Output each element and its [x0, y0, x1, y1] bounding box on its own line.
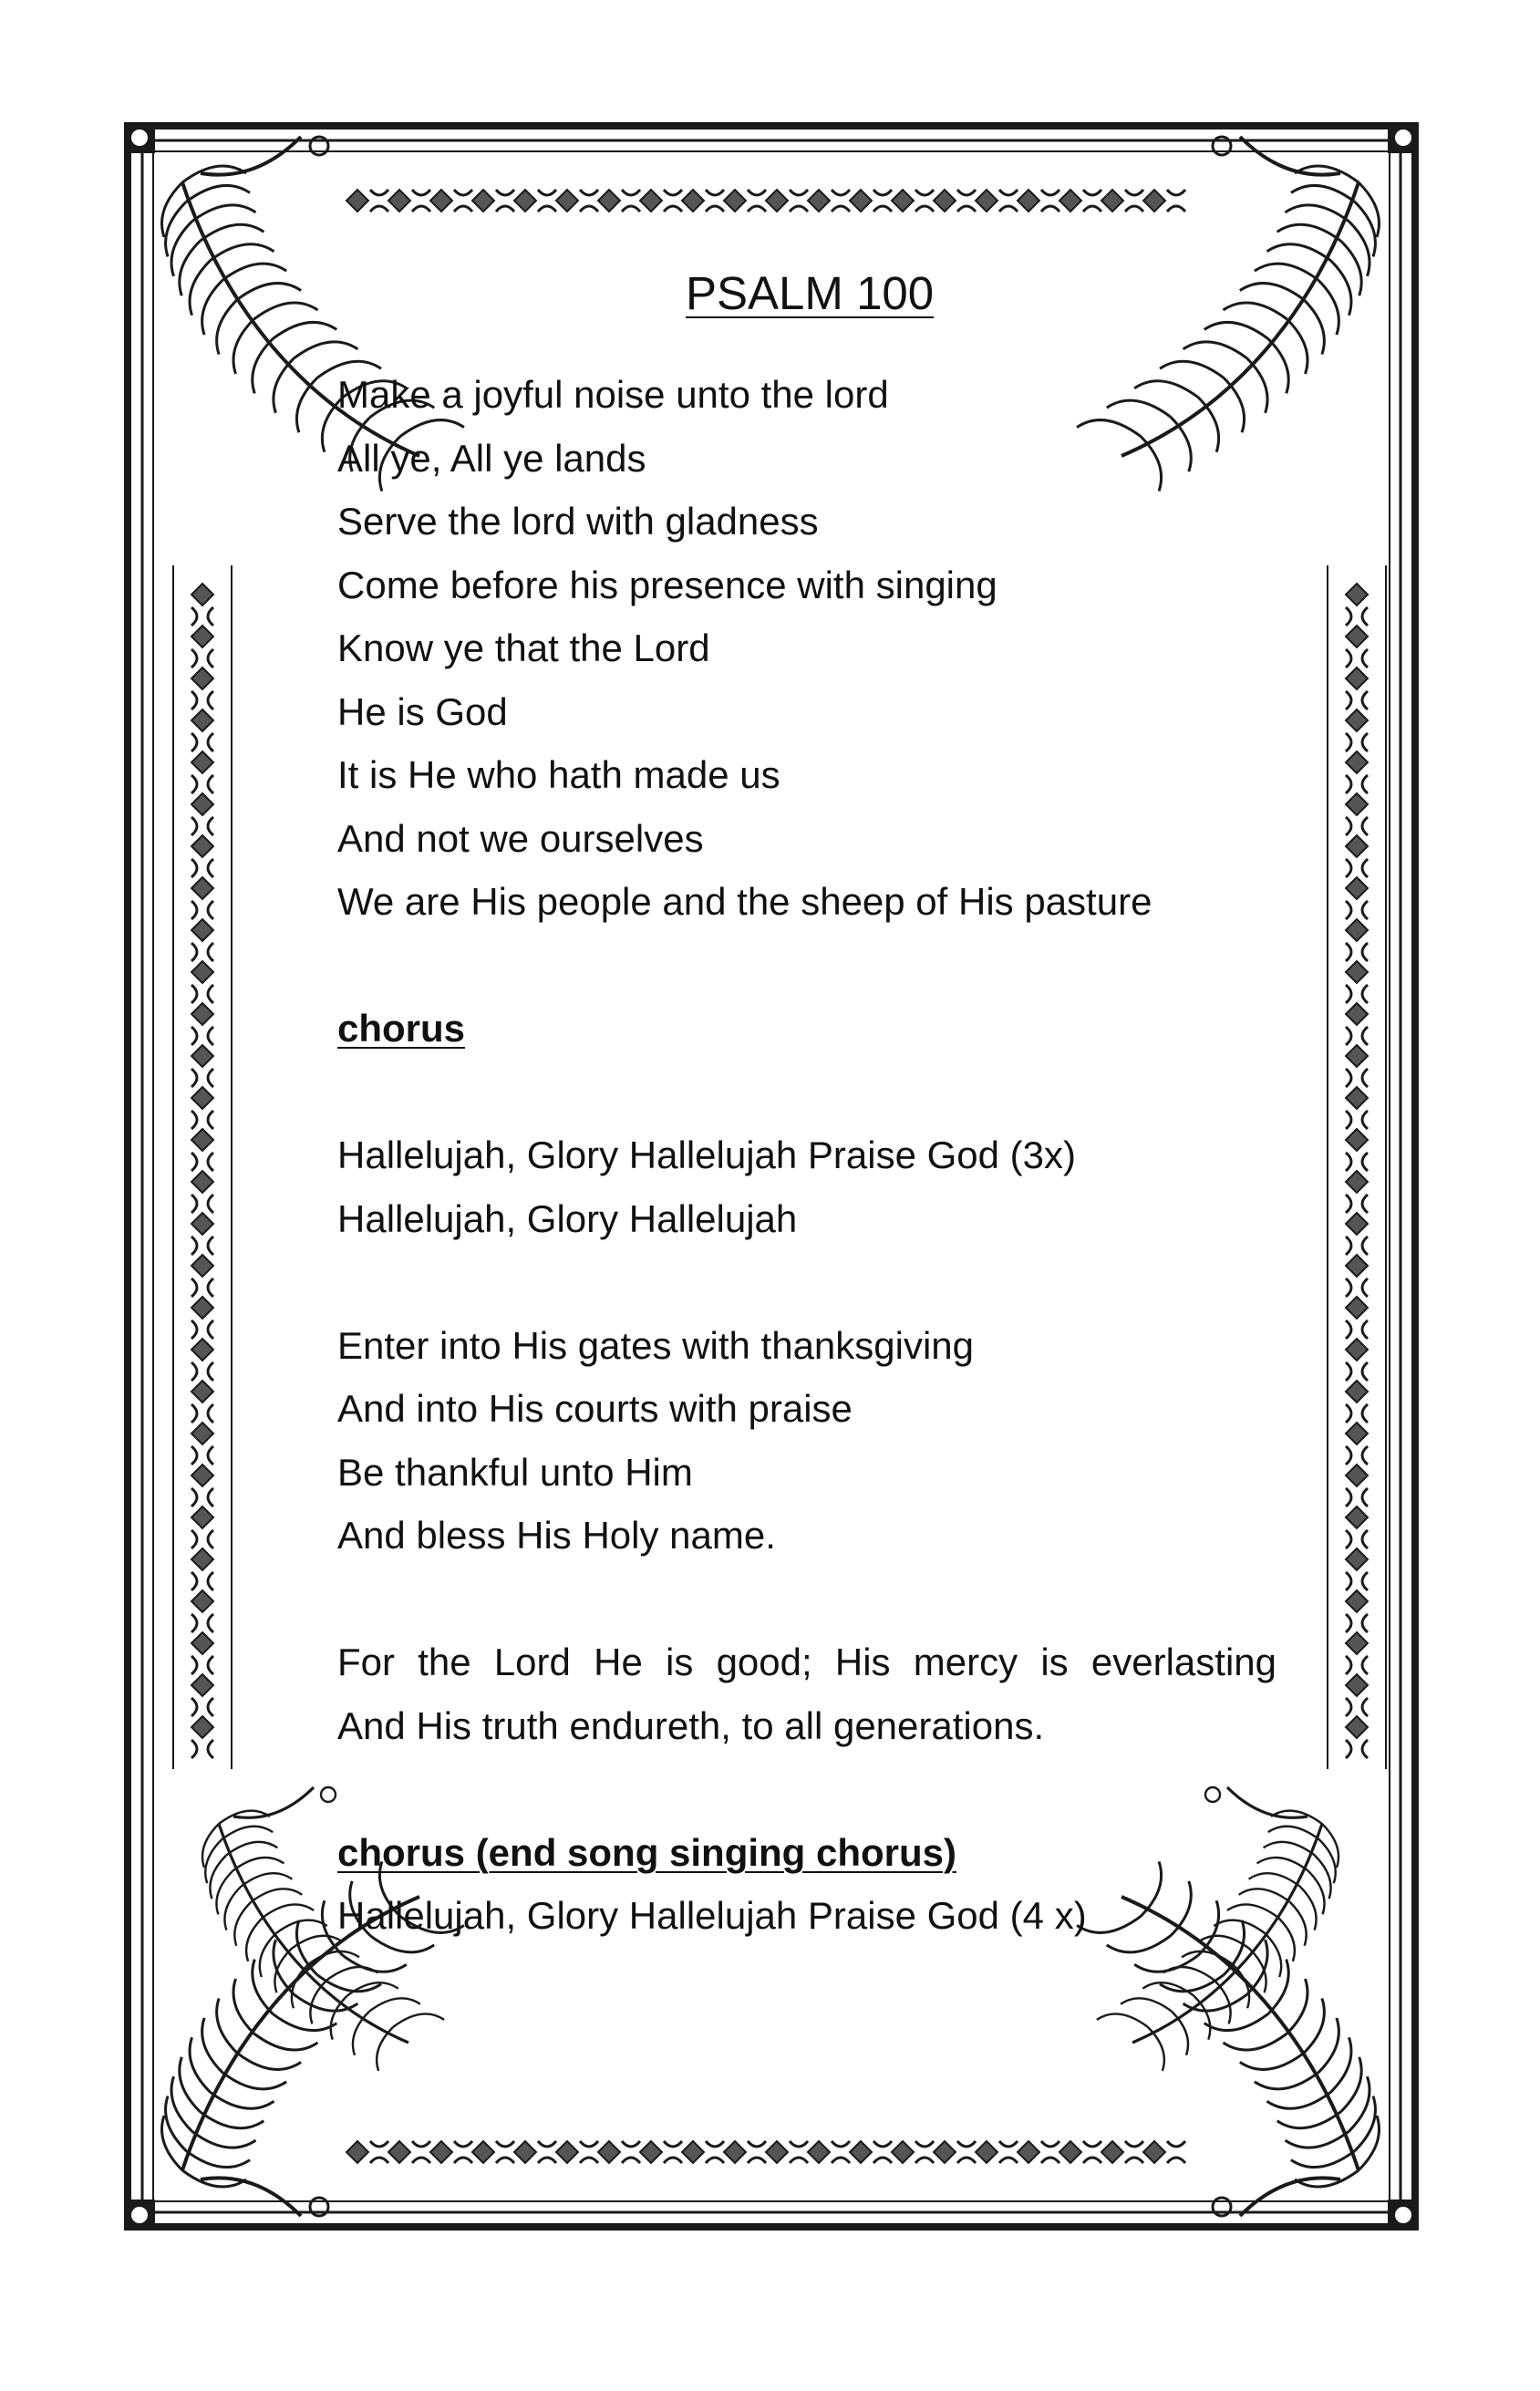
cross-ornament-icon [1346, 985, 1368, 1003]
diamond-ornament-icon [640, 2141, 662, 2163]
stanza-gap [337, 934, 1276, 998]
diamond-ornament-icon [724, 190, 746, 212]
diamond-ornament-icon [1346, 1171, 1368, 1193]
cross-ornament-icon [1041, 2141, 1059, 2163]
diamond-ornament-icon [1346, 793, 1368, 815]
diamond-ornament-icon [191, 1003, 213, 1025]
diamond-ornament-icon [682, 2141, 704, 2163]
cross-ornament-icon [999, 2141, 1018, 2163]
diamond-ornament-icon [191, 1506, 213, 1528]
diamond-ornament-icon [934, 2141, 956, 2163]
diamond-ornament-icon [191, 668, 213, 689]
lyric-line: Come before his presence with singing [337, 563, 997, 606]
cross-ornament-icon [191, 649, 213, 668]
diamond-ornament-icon [1346, 1674, 1368, 1696]
diamond-ornament-icon [892, 190, 914, 212]
cross-ornament-icon [538, 2141, 556, 2163]
cross-ornament-icon [191, 691, 213, 709]
cross-ornament-icon [496, 2141, 514, 2163]
diamond-ornament-icon [346, 190, 368, 212]
diamond-ornament-icon [1346, 1590, 1368, 1612]
diamond-ornament-icon [850, 2141, 872, 2163]
diamond-ornament-icon [640, 190, 662, 212]
cross-ornament-icon [957, 190, 976, 212]
cross-ornament-icon [191, 1656, 213, 1674]
cross-ornament-icon [1346, 1488, 1368, 1506]
diamond-ornament-icon [191, 709, 213, 731]
diamond-ornament-icon [1346, 1045, 1368, 1067]
cross-ornament-icon [1346, 1614, 1368, 1632]
lyric-line: Know ye that the Lord [337, 626, 710, 669]
diamond-ornament-icon [1346, 1465, 1368, 1486]
diamond-ornament-icon [892, 2141, 914, 2163]
diamond-ornament-icon [191, 1255, 213, 1277]
cross-ornament-icon [191, 1195, 213, 1213]
cross-ornament-icon [1346, 1027, 1368, 1045]
diamond-ornament-icon [556, 2141, 578, 2163]
diamond-ornament-icon [1143, 190, 1165, 212]
diamond-ornament-icon [1018, 2141, 1039, 2163]
diamond-ornament-icon [472, 190, 494, 212]
cross-ornament-icon [957, 2141, 976, 2163]
diamond-ornament-icon [191, 1716, 213, 1738]
cross-ornament-icon [873, 2141, 892, 2163]
cross-ornament-icon [915, 190, 934, 212]
diamond-ornament-icon [1101, 190, 1123, 212]
cross-ornament-icon [191, 817, 213, 835]
diamond-ornament-icon [191, 1339, 213, 1361]
diamond-ornament-icon [1346, 668, 1368, 689]
lyric-line: It is He who hath made us [337, 753, 780, 796]
diamond-ornament-icon [1143, 2141, 1165, 2163]
cross-ornament-icon [1346, 1237, 1368, 1255]
diamond-ornament-icon [191, 919, 213, 941]
cross-ornament-icon [580, 2141, 598, 2163]
cross-ornament-icon [1346, 607, 1368, 626]
diamond-ornament-icon [191, 1087, 213, 1109]
diamond-ornament-icon [1346, 1506, 1368, 1528]
diamond-ornament-icon [1346, 1255, 1368, 1277]
cross-ornament-icon [748, 190, 766, 212]
diamond-ornament-icon [682, 190, 704, 212]
diamond-ornament-icon [1346, 1213, 1368, 1235]
lyric-line: We are His people and the sheep of His pasture [337, 880, 1152, 923]
cross-ornament-icon [1346, 1698, 1368, 1716]
diamond-ornament-icon [808, 2141, 830, 2163]
cross-ornament-icon [496, 190, 514, 212]
cross-ornament-icon [191, 1572, 213, 1590]
corner-star-icon [1395, 2207, 1411, 2223]
diamond-ornament-icon [514, 190, 536, 212]
cross-ornament-icon [191, 1027, 213, 1045]
diamond-ornament-icon [472, 2141, 494, 2163]
cross-ornament-icon [1346, 733, 1368, 751]
cross-ornament-icon [1346, 1572, 1368, 1590]
diamond-ornament-icon [388, 190, 410, 212]
cross-ornament-icon [790, 190, 808, 212]
cross-ornament-icon [1346, 775, 1368, 793]
cross-ornament-icon [191, 1320, 213, 1339]
diamond-ornament-icon [191, 793, 213, 815]
diamond-ornament-icon [1346, 626, 1368, 647]
lyric-line: Hallelujah, Glory Hallelujah Praise God (3x) [337, 1133, 1077, 1176]
diamond-ornament-icon [1101, 2141, 1123, 2163]
diamond-ornament-icon [191, 584, 213, 606]
lyric-line: All ye, All ye lands [337, 436, 646, 480]
cross-ornament-icon [1346, 1111, 1368, 1129]
diamond-ornament-icon [1346, 1129, 1368, 1151]
cross-ornament-icon [664, 2141, 682, 2163]
diamond-ornament-icon [430, 2141, 452, 2163]
diamond-ornament-icon [191, 1381, 213, 1403]
lyric-line: Be thankful unto Him [337, 1450, 693, 1494]
diamond-ornament-icon [1018, 190, 1039, 212]
cross-ornament-icon [1083, 2141, 1101, 2163]
cross-ornament-icon [1346, 1069, 1368, 1087]
cross-ornament-icon [622, 2141, 640, 2163]
verse-2 [337, 1314, 1276, 1568]
cross-ornament-icon [790, 2141, 808, 2163]
page-title: PSALM 100 [686, 267, 935, 319]
cross-ornament-icon [1346, 649, 1368, 668]
cross-ornament-icon [191, 1530, 213, 1548]
diamond-ornament-icon [1346, 751, 1368, 773]
cross-ornament-icon [1346, 1404, 1368, 1423]
cross-ornament-icon [832, 190, 850, 212]
cross-ornament-icon [191, 985, 213, 1003]
diamond-ornament-icon [191, 1590, 213, 1612]
diamond-ornament-icon [1346, 1381, 1368, 1403]
cross-ornament-icon [748, 2141, 766, 2163]
diamond-ornament-icon [1346, 1423, 1368, 1444]
diamond-ornament-icon [850, 190, 872, 212]
cross-ornament-icon [1167, 190, 1185, 212]
cross-ornament-icon [191, 859, 213, 877]
cross-ornament-icon [1346, 901, 1368, 919]
cross-ornament-icon [1346, 1153, 1368, 1171]
cross-ornament-icon [191, 607, 213, 626]
diamond-ornament-icon [598, 190, 620, 212]
diamond-ornament-icon [191, 1674, 213, 1696]
cross-ornament-icon [191, 1740, 213, 1758]
diamond-ornament-icon [191, 961, 213, 983]
chorus [337, 1123, 1276, 1250]
lyric-line: And into His courts with praise [337, 1387, 853, 1430]
cross-ornament-icon [1041, 190, 1059, 212]
diamond-ornament-icon [1346, 919, 1368, 941]
diamond-ornament-icon [430, 190, 452, 212]
cross-ornament-icon [191, 943, 213, 961]
diamond-ornament-icon [1346, 709, 1368, 731]
cross-ornament-icon [191, 1278, 213, 1297]
cross-ornament-icon [1346, 1195, 1368, 1213]
cross-ornament-icon [538, 190, 556, 212]
lyric-line: Hallelujah, Glory Hallelujah Praise God (4 x) [337, 1894, 1087, 1937]
diamond-ornament-icon [1346, 961, 1368, 983]
diamond-ornament-icon [1346, 877, 1368, 899]
cross-ornament-icon [706, 2141, 724, 2163]
stanza-gap [337, 1250, 1276, 1314]
cross-ornament-icon [191, 1614, 213, 1632]
cross-ornament-icon [191, 1237, 213, 1255]
cross-ornament-icon [191, 901, 213, 919]
cross-ornament-icon [999, 190, 1018, 212]
diamond-ornament-icon [346, 2141, 368, 2163]
cross-ornament-icon [1346, 943, 1368, 961]
diamond-ornament-icon [191, 1213, 213, 1235]
cross-ornament-icon [1346, 1740, 1368, 1758]
diamond-ornament-icon [556, 190, 578, 212]
diamond-ornament-icon [514, 2141, 536, 2163]
diamond-ornament-icon [191, 751, 213, 773]
diamond-ornament-icon [191, 1297, 213, 1319]
diamond-ornament-icon [1346, 1339, 1368, 1361]
diamond-ornament-icon [191, 1129, 213, 1151]
cross-ornament-icon [1346, 859, 1368, 877]
cross-ornament-icon [580, 190, 598, 212]
diamond-ornament-icon [191, 1548, 213, 1570]
lyric-line: Hallelujah, Glory Hallelujah [337, 1196, 798, 1240]
diamond-ornament-icon [1346, 584, 1368, 606]
diamond-ornament-icon [1346, 1003, 1368, 1025]
verse-3 [337, 1630, 1276, 1757]
diamond-ornament-icon [191, 1465, 213, 1486]
cross-ornament-icon [454, 190, 472, 212]
cross-ornament-icon [664, 190, 682, 212]
cross-ornament-icon [1125, 2141, 1143, 2163]
stanza-gap [337, 1061, 1276, 1124]
corner-star-icon [131, 129, 148, 146]
cross-ornament-icon [191, 1488, 213, 1506]
cross-ornament-icon [191, 1446, 213, 1465]
diamond-ornament-icon [1346, 1548, 1368, 1570]
lyric-line: Enter into His gates with thanksgiving [337, 1323, 975, 1367]
cross-ornament-icon [191, 733, 213, 751]
diamond-ornament-icon [1059, 2141, 1081, 2163]
cross-ornament-icon [1167, 2141, 1185, 2163]
cross-ornament-icon [191, 1698, 213, 1716]
stanza-gap [337, 1757, 1276, 1821]
diamond-ornament-icon [598, 2141, 620, 2163]
cross-ornament-icon [412, 2141, 430, 2163]
diamond-ornament-icon [724, 2141, 746, 2163]
diamond-ornament-icon [388, 2141, 410, 2163]
cross-ornament-icon [1346, 1320, 1368, 1339]
stanza-gap [337, 1568, 1276, 1631]
diamond-ornament-icon [808, 190, 830, 212]
chorus-heading: chorus [337, 1007, 466, 1050]
cross-ornament-icon [191, 1362, 213, 1381]
cross-ornament-icon [191, 1069, 213, 1087]
ending-chorus-heading: chorus (end song singing chorus) [337, 1830, 957, 1874]
cross-ornament-icon [1346, 1530, 1368, 1548]
lyric-line: And not we ourselves [337, 816, 704, 860]
diamond-ornament-icon [191, 1632, 213, 1654]
lyric-line: For the Lord He is good; His mercy is everlasting [337, 1641, 1276, 1683]
cross-ornament-icon [1083, 190, 1101, 212]
cross-ornament-icon [1346, 817, 1368, 835]
diamond-ornament-icon [976, 2141, 997, 2163]
diamond-ornament-icon [766, 2141, 788, 2163]
lyric-line: And bless His Holy name. [337, 1514, 776, 1557]
corner-star-icon [131, 2207, 148, 2223]
cross-ornament-icon [622, 190, 640, 212]
cross-ornament-icon [412, 190, 430, 212]
verse-1 [337, 363, 1276, 934]
diamond-ornament-icon [976, 190, 997, 212]
diamond-ornament-icon [191, 1423, 213, 1444]
lyrics-body [337, 363, 1276, 1948]
diamond-ornament-icon [766, 190, 788, 212]
cross-ornament-icon [454, 2141, 472, 2163]
cross-ornament-icon [1346, 1656, 1368, 1674]
lyric-line: Make a joyful noise unto the lord [337, 373, 889, 416]
ending-chorus [337, 1884, 1276, 1948]
diamond-ornament-icon [934, 190, 956, 212]
diamond-ornament-icon [1346, 1716, 1368, 1738]
cross-ornament-icon [191, 1153, 213, 1171]
cross-ornament-icon [1346, 691, 1368, 709]
cross-ornament-icon [873, 190, 892, 212]
cross-ornament-icon [832, 2141, 850, 2163]
cross-ornament-icon [191, 775, 213, 793]
lyric-line: He is God [337, 689, 508, 733]
diamond-ornament-icon [1346, 1297, 1368, 1319]
cross-ornament-icon [1346, 1362, 1368, 1381]
diamond-ornament-icon [1346, 1087, 1368, 1109]
cross-ornament-icon [370, 190, 388, 212]
lyric-line: And His truth endureth, to all generations. [337, 1703, 1045, 1747]
cross-ornament-icon [1346, 1446, 1368, 1465]
diamond-ornament-icon [1346, 1632, 1368, 1654]
cross-ornament-icon [191, 1111, 213, 1129]
corner-star-icon [1395, 129, 1411, 146]
lyric-line: Serve the lord with gladness [337, 500, 819, 543]
cross-ornament-icon [915, 2141, 934, 2163]
diamond-ornament-icon [191, 626, 213, 647]
diamond-ornament-icon [1059, 190, 1081, 212]
cross-ornament-icon [191, 1404, 213, 1423]
diamond-ornament-icon [1346, 835, 1368, 857]
cross-ornament-icon [370, 2141, 388, 2163]
cross-ornament-icon [1346, 1278, 1368, 1297]
diamond-ornament-icon [191, 1171, 213, 1193]
diamond-ornament-icon [191, 1045, 213, 1067]
diamond-ornament-icon [191, 877, 213, 899]
cross-ornament-icon [706, 190, 724, 212]
diamond-ornament-icon [191, 835, 213, 857]
cross-ornament-icon [1125, 190, 1143, 212]
